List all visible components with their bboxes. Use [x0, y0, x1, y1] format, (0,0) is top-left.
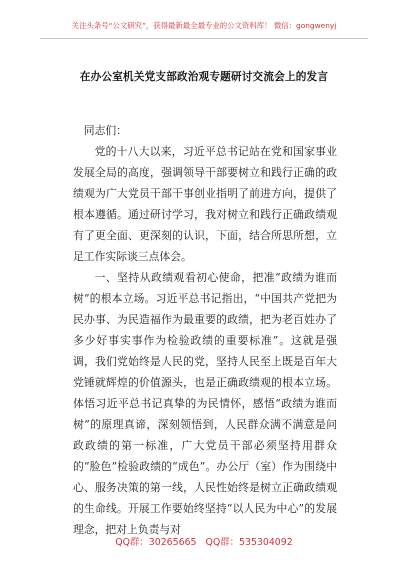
- footer-qq-group-1: QQ群：30265665: [115, 537, 197, 548]
- paragraph: 一、坚持从政绩观看初心使命，把准“政绩为谁而树”的根本立场。习近平总书记指出，“中国共产党把为民办事、为民造福作为最重要的政绩，把为老百姓办了多少好事实事作为检验政绩的重要标准”。这就是强调，我们党始终是人民的党，坚持人民至上既是百年大党锤就辉煌的价值源头，也是正确政绩观的根本立场。体悟习近平总书记真挚的为民情怀，感悟“政绩为谁而树”的原理真谛，深刻领悟到，人民群众满不满意是问政政绩的第一标准，广大党员干部必须坚持用群众的“脸色”检验政绩的“成色”。办公厅（室）作为围绕中心、服务决策的第一线，人民性始终是树立正确政绩观的生命线。开展工作要始终坚持“以人民为中心”的发展理念，把对上负责与对: [73, 271, 337, 536]
- document-body: [73, 120, 337, 540]
- header-banner: 关注头条号“公文研究”，获得最新最全最专业的公文资料库！ 微信：gongwenyj: [71, 21, 337, 30]
- document-title: 在办公室机关党支部政治观专题研讨交流会上的发言: [79, 71, 329, 83]
- header-divider: [40, 38, 368, 39]
- footer-qq-group-2: QQ群：535304092: [205, 537, 293, 548]
- paragraph: 党的十八大以来，习近平总书记站在党和国家事业发展全局的高度，强调领导干部要树立和践行正确的政绩观为广大党员干部干事创业指明了前进方向，提供了根本遵循。通过研讨学习，我对树立和践行正确政绩观有了更全面、更深刻的认识，下面，结合所思所想，立足工作实际谈三点体会。: [73, 145, 337, 263]
- greeting: 同志们：: [83, 124, 127, 137]
- footer-contact: [0, 534, 408, 548]
